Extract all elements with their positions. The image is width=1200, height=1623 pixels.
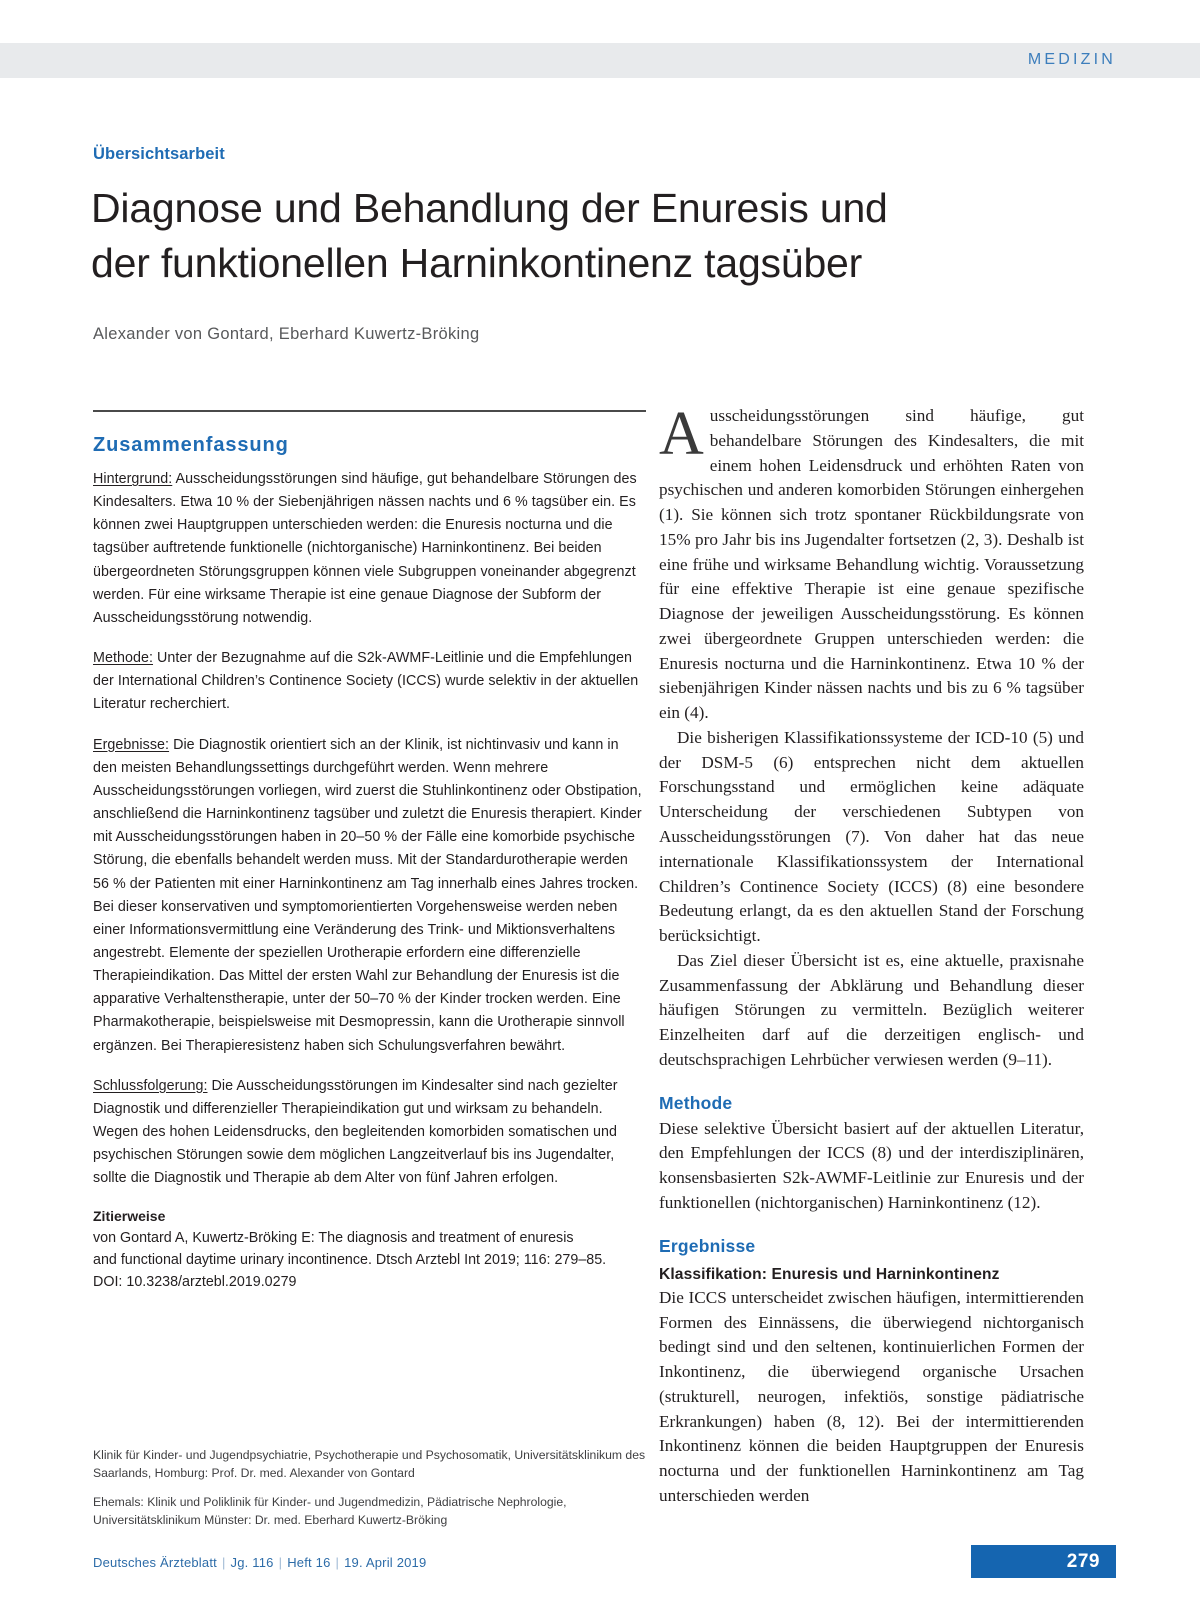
abstract-results xyxy=(93,734,646,1058)
abstract-column xyxy=(93,410,646,1293)
section-heading-methode: Methode xyxy=(659,1092,733,1113)
citation-block xyxy=(93,1227,646,1293)
article-byline: Alexander von Gontard, Eberhard Kuwertz-Bröking xyxy=(93,325,480,343)
abstract-conclusion xyxy=(93,1075,646,1191)
affiliation-2: Ehemals: Klinik und Poliklinik für Kinder- und Jugendmedizin, Pädiatrische Nephrologie, Universitätsklinikum Münster: Dr. med. Eberhard Kuwertz-Bröking xyxy=(93,1495,567,1528)
citation-line-2: and functional daytime urinary incontinence. Dtsch Arztebl Int 2019; 116: 279–85. xyxy=(93,1251,607,1268)
page-number: 279 xyxy=(1066,1551,1100,1572)
abstract-results-label: Ergebnisse: xyxy=(93,736,170,753)
citation-heading: Zitierweise xyxy=(93,1207,166,1224)
citation-line-1: von Gontard A, Kuwertz-Bröking E: The diagnosis and treatment of enuresis xyxy=(93,1229,574,1246)
affiliations-block xyxy=(93,1447,653,1542)
footer-citation-line xyxy=(93,1555,426,1570)
intro-paragraph-2: Die bisherigen Klassifikationssysteme der ICD-10 (5) und der DSM-5 (6) entsprechen nicht dem aktuellen Forschungsstand und ermöglichen keine adäquate Unterscheidung der verschiedenen Subtypen von Ausscheidungsstörungen (7). Von daher hat das neue internationale Klassifikationssystem der International Children’s Continence Society (ICCS) (8) eine besondere Bedeutung erlangt, da es den aktuellen Stand der Forschung berücksichtigt. xyxy=(659,727,1084,946)
abstract-top-rule xyxy=(93,410,646,412)
abstract-method xyxy=(93,647,646,716)
running-head-label: MEDIZIN xyxy=(1027,51,1116,68)
article-title-line-2: der funktionellen Harninkontinenz tagsüber xyxy=(91,239,863,286)
article-kicker: Übersichtsarbeit xyxy=(93,145,225,163)
footer-issue: Heft 16 xyxy=(287,1555,331,1570)
intro-paragraph-wrap xyxy=(659,400,1084,726)
article-title-line-1: Diagnose und Behandlung der Enuresis und xyxy=(91,185,888,231)
footer-separator-3: | xyxy=(335,1555,340,1570)
drop-cap: A xyxy=(659,400,704,468)
page-title xyxy=(91,181,1051,291)
footer-separator-2: | xyxy=(278,1555,283,1570)
footer-separator-1: | xyxy=(221,1555,226,1570)
footer-journal-name: Deutsches Ärzteblatt xyxy=(93,1555,217,1570)
running-head-bar xyxy=(0,43,1200,78)
citation-doi: DOI: 10.3238/arztebl.2019.0279 xyxy=(93,1273,297,1290)
footer-date: 19. April 2019 xyxy=(344,1555,427,1570)
subsection-heading-klassifikation: Klassifikation: Enuresis und Harninkontinenz xyxy=(659,1265,1000,1283)
intro-paragraph-1: usscheidungsstörungen sind häufige, gut behandelbare Störungen des Kindesalters, die mit einem hohen Leidensdruck und erhöhten Raten von psychischen und anderen komorbiden Störungen einhergehen (1). Sie können sich trotz spontaner Rückbildungsrate von 15% pro Jahr bis ins Jugendalter fortsetzen (2, 3). Deshalb ist eine frühe und wirksame Behandlung wichtig. Voraussetzung für eine effektive Therapie ist eine genaue spezifische Diagnose der jeweiligen Ausscheidungsstörung. Es können zwei übergeordnete Gruppen unterschieden werden: die Enuresis nocturna und die Harninkontinenz. Etwa 10 % der siebenjährigen Kinder nässen nachts und bis zu 6 % tagsüber ein (4). xyxy=(659,406,1084,723)
intro-paragraph-3: Das Ziel dieser Übersicht ist es, eine aktuelle, praxisnahe Zusammenfassung der Abklärung und Behandlung dieser häufigen Störungen zu vermitteln. Bezüglich weiterer Einzelheiten darf auf die derzeitigen englisch- und deutschsprachigen Lehrbücher verwiesen werden (9–11). xyxy=(659,950,1084,1069)
abstract-conclusion-label: Schlussfolgerung: xyxy=(93,1077,208,1094)
abstract-background-label: Hintergrund: xyxy=(93,471,173,487)
abstract-conclusion-text: Die Ausscheidungsstörungen im Kindesalter sind nach gezielter Diagnostik und differenzieller Therapieindikation gut und wirksam zu behandeln. Wegen des hohen Leidensdrucks, den begleitenden komorbiden somatischen und psychischen Störungen sowie dem möglichen Langzeitverlauf bis ins Jugendalter, sollte die Diagnostik und Therapie ab dem Alter von fünf Jahren erfolgen. xyxy=(93,1077,618,1187)
abstract-background-text: Ausscheidungsstörungen sind häufige, gut behandelbare Störungen des Kindesalters. Etwa 10 % der Siebenjährigen nässen nachts und 6 % tagsüber ein. Es können zwei Hauptgruppen unterschieden werden: die Enuresis nocturna und die tagsüber auftretende funktionelle (nichtorganische) Harninkontinenz. Bei beiden übergeordneten Störungsgruppen können viele Subgruppen voneinander abgegrenzt werden. Für eine wirksame Therapie ist eine genaue Diagnose der Subform der Ausscheidungsstörung notwendig. xyxy=(93,471,637,626)
abstract-results-text: Die Diagnostik orientiert sich an der Klinik, ist nichtinvasiv und kann in den meisten Behandlungssettings durchgeführt werden. Wenn mehrere Ausscheidungsstörungen vorliegen, wird zuerst die Stuhlinkontinenz oder Obstipation, anschließend die Harninkontinenz tagsüber und zuletzt die Enuresis therapiert. Kinder mit Ausscheidungsstörungen haben in 20–50 % der Fälle eine komorbide psychische Störung, die ebenfalls behandelt werden muss. Mit der Standardurotherapie werden 56 % der Patienten mit einer Harninkontinenz am Tag innerhalb eines Jahres trocken. Bei dieser konservativen und symptomorientierten Vorgehensweise werden neben einer Informationsvermittlung eine Veränderung des Trink- und Miktionsverhaltens angestrebt. Elemente der speziellen Urotherapie erfordern eine differenzielle Therapieindikation. Das Mittel der ersten Wahl zur Behandlung der Enuresis ist die apparative Verhaltenstherapie, unter der 50–70 % der Kinder trocken werden. Eine Pharmakotherapie, beispielsweise mit Desmopressin, kann die Urotherapie sinnvoll ergänzen. Bei Therapieresistenz haben sich Schulungsverfahren bewährt. xyxy=(93,736,642,1054)
abstract-background xyxy=(93,468,646,630)
affiliation-1: Klinik für Kinder- und Jugendpsychiatrie, Psychotherapie und Psychosomatik, Universitätsklinikum des Saarlands, Homburg: Prof. Dr. med. Alexander von Gontard xyxy=(93,1448,646,1480)
methode-paragraph: Diese selektive Übersicht basiert auf der aktuellen Literatur, den Empfehlungen der ICCS (8) und der interdisziplinären, konsensbasierten S2k-AWMF-Leitlinie zur Enuresis und der funktionellen (nichtorganischen) Harninkontinenz (12). xyxy=(659,1118,1084,1212)
klassifikation-paragraph: Die ICCS unterscheidet zwischen häufigen, intermittierenden Formen des Einnässens, die überwiegend nichtorganisch bedingt sind und den seltenen, kontinuierlichen Formen der Inkontinenz, die überwiegend organische Ursachen (strukturell, neurogen, infektiös, sonstige pädiatrische Erkrankungen) haben (8, 12). Bei der intermittierenden Inkontinenz können die beiden Hauptgruppen der Enuresis nocturna und der funktionellen Harninkontinenz am Tag unterschieden werden xyxy=(659,1287,1084,1505)
footer-volume: Jg. 116 xyxy=(230,1555,274,1570)
abstract-heading: Zusammenfassung xyxy=(93,434,289,456)
abstract-method-label: Methode: xyxy=(93,650,154,667)
section-heading-ergebnisse: Ergebnisse xyxy=(659,1235,756,1256)
abstract-method-text: Unter der Bezugnahme auf die S2k-AWMF-Leitlinie und die Empfehlungen der International Children’s Continence Society (ICCS) wurde selektiv in der aktuellen Literatur recherchiert. xyxy=(93,650,639,713)
body-column xyxy=(659,400,1084,1509)
